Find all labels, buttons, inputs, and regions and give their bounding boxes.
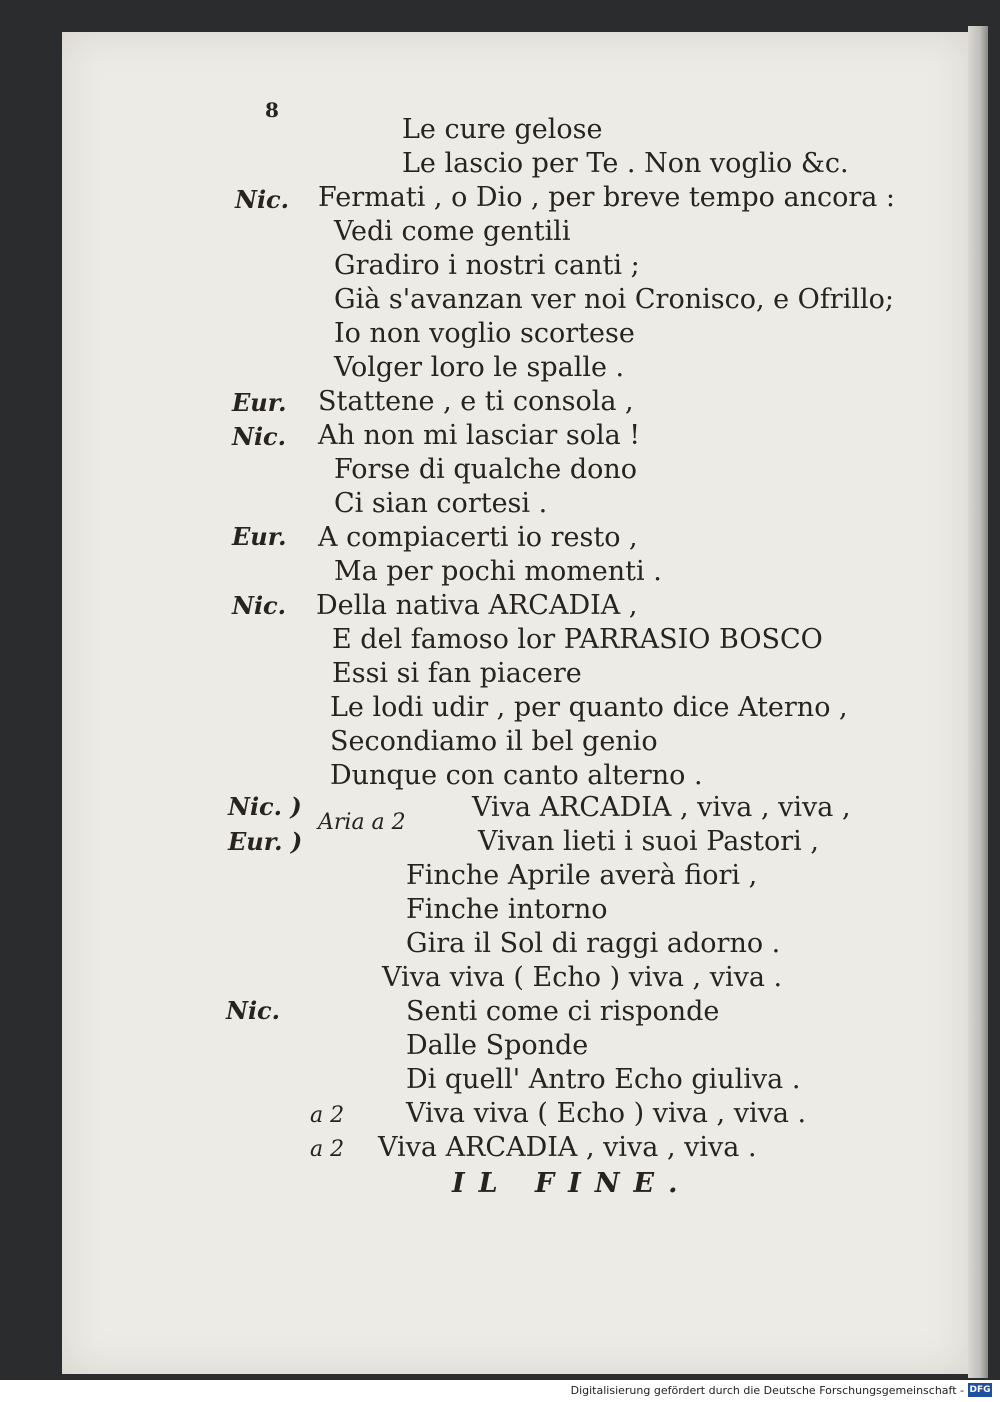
verse-line: Vivan lieti i suoi Pastori , bbox=[478, 826, 819, 857]
verse-line: E del famoso lor PARRASIO BOSCO bbox=[332, 624, 823, 655]
verse-line: Ah non mi lasciar sola ! bbox=[318, 420, 641, 451]
verse-line: Le cure gelose bbox=[402, 114, 603, 145]
verse-line: Gradiro i nostri canti ; bbox=[334, 250, 640, 281]
verse-line: Di quell' Antro Echo giuliva . bbox=[406, 1064, 801, 1095]
speaker-label: Eur. bbox=[232, 388, 287, 417]
verse-line: Le lodi udir , per quanto dice Aterno , bbox=[330, 692, 848, 723]
verse-line: Forse di qualche dono bbox=[334, 454, 637, 485]
page-number: 8 bbox=[265, 98, 279, 122]
verse-line: Vedi come gentili bbox=[334, 216, 571, 247]
verse-line: Della nativa ARCADIA , bbox=[316, 590, 638, 621]
dfg-logo: DFG bbox=[969, 1385, 991, 1395]
verse-line: Finche Aprile averà fiori , bbox=[406, 860, 758, 891]
verse-line: Essi si fan piacere bbox=[332, 658, 582, 689]
verse-line: Dalle Sponde bbox=[406, 1030, 589, 1061]
aria-label: Aria a 2 bbox=[318, 810, 406, 835]
verse-line: Gira il Sol di raggi adorno . bbox=[406, 928, 781, 959]
verse-line: Finche intorno bbox=[406, 894, 608, 925]
speaker-label: Nic. bbox=[226, 996, 281, 1025]
verse-line: Già s'avanzan ver noi Cronisco, e Ofrillo; bbox=[334, 284, 894, 315]
verse-line: Ma per pochi momenti . bbox=[334, 556, 662, 587]
speaker-label: Eur. ) bbox=[228, 827, 303, 856]
verse-line: Viva viva ( Echo ) viva , viva . bbox=[382, 962, 783, 993]
verse-line: Stattene , e ti consola , bbox=[318, 386, 634, 417]
verse-line: Viva ARCADIA , viva , viva , bbox=[472, 792, 851, 823]
speaker-label: Nic. bbox=[235, 185, 290, 214]
verse-line: Viva viva ( Echo ) viva , viva . bbox=[406, 1098, 807, 1129]
verse-line: Dunque con canto alterno . bbox=[330, 760, 703, 791]
page-edge bbox=[968, 26, 988, 1378]
speaker-label: Eur. bbox=[232, 522, 287, 551]
verse-line: Le lascio per Te . Non voglio &c. bbox=[402, 148, 849, 179]
verse-line: Fermati , o Dio , per breve tempo ancora : bbox=[318, 182, 896, 213]
speaker-label: Nic. bbox=[232, 591, 287, 620]
a2-label: a 2 bbox=[310, 1137, 345, 1162]
verse-line: Ci sian cortesi . bbox=[334, 488, 548, 519]
verse-line: A compiacerti io resto , bbox=[318, 522, 638, 553]
footer-credit: Digitalisierung gefördert durch die Deutsche Forschungsgemeinschaft - bbox=[570, 1384, 964, 1397]
verse-line: Senti come ci risponde bbox=[406, 996, 720, 1027]
end-title: IL FINE. bbox=[452, 1168, 692, 1199]
verse-line: Secondiamo il bel genio bbox=[330, 726, 658, 757]
verse-line: Io non voglio scortese bbox=[334, 318, 635, 349]
speaker-label: Nic. ) bbox=[228, 792, 302, 821]
speaker-label: Nic. bbox=[232, 422, 287, 451]
a2-label: a 2 bbox=[310, 1103, 345, 1128]
verse-line: Viva ARCADIA , viva , viva . bbox=[378, 1132, 757, 1163]
verse-line: Volger loro le spalle . bbox=[334, 352, 625, 383]
